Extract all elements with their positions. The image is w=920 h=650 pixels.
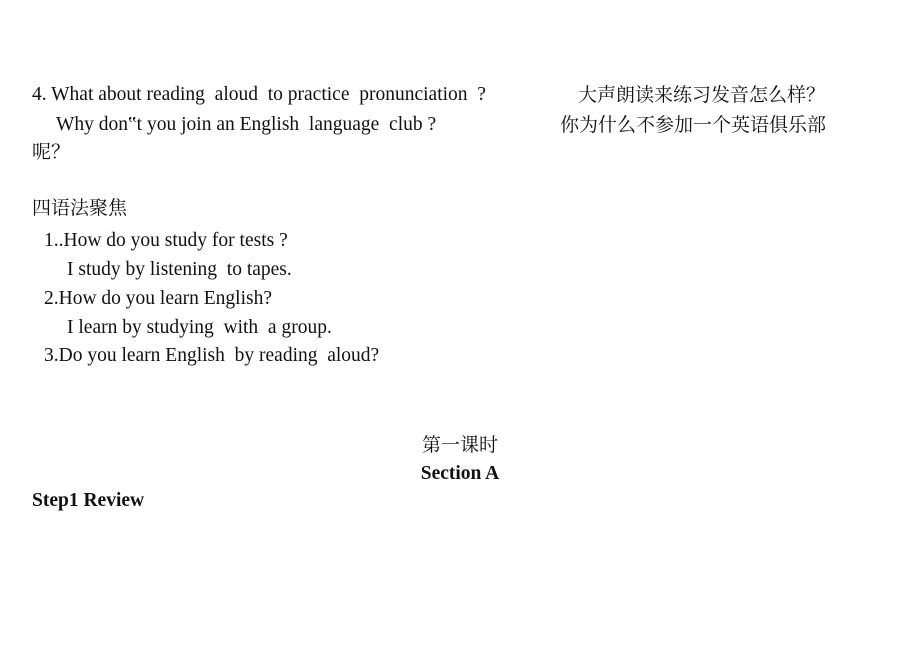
sentence-4-english: 4. What about reading aloud to practice pronunciation ? (32, 84, 486, 105)
grammar-item: 3.Do you learn English by reading aloud? (44, 345, 380, 366)
period-title: 第一课时 (421, 434, 498, 456)
sentence-5-chinese-cont: 呢？ (32, 141, 71, 163)
sentence-5-english: Why don‟t you join an English language club ? (56, 114, 437, 135)
grammar-heading: 四语法聚焦 (32, 197, 128, 219)
grammar-item: 1..How do you study for tests ? (44, 230, 288, 251)
step-heading: Step1 Review (32, 490, 145, 511)
section-title: Section A (420, 463, 500, 484)
grammar-item: I learn by studying with a group. (67, 317, 332, 338)
grammar-item: I study by listening to tapes. (67, 259, 292, 280)
sentence-5-chinese: 你为什么不参加一个英语俱乐部 (560, 114, 827, 136)
sentence-4-chinese: 大声朗读来练习发音怎么样？ (578, 84, 826, 106)
grammar-item: 2.How do you learn English? (44, 288, 273, 309)
